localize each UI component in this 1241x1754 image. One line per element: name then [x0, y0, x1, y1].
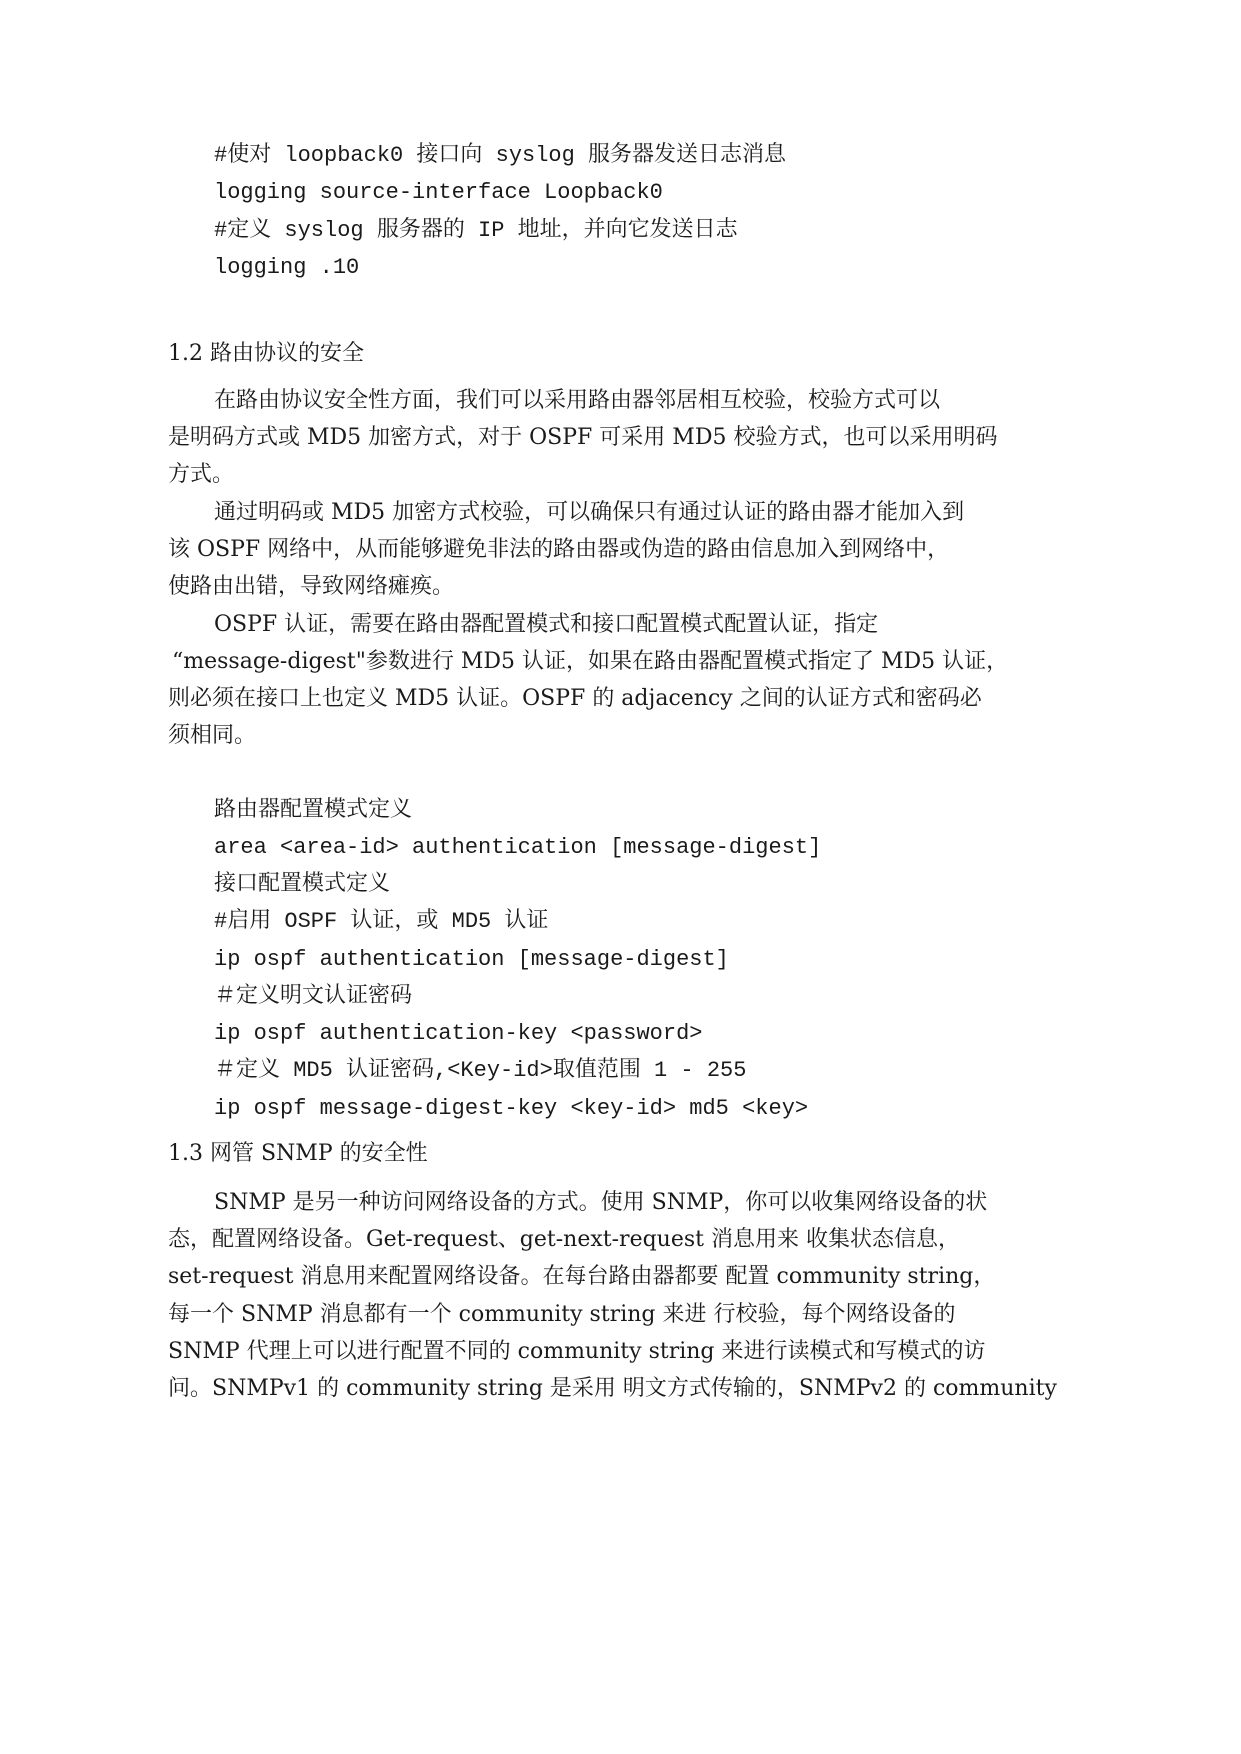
- paragraph-line: 须相同。: [168, 723, 257, 748]
- code-comment: #使对 loopback0 接口向 syslog 服务器发送日志消息: [214, 143, 787, 168]
- paragraph-line: 在路由协议安全性方面，我们可以采用路由器邻居相互校验，校验方式可以: [214, 388, 941, 413]
- code-line: logging .10: [214, 255, 360, 280]
- paragraph-line: 问。SNMPv1 的 community string 是采用 明文方式传输的，SNMPv2 的 community: [168, 1376, 1057, 1401]
- paragraph-line: 每一个 SNMP 消息都有一个 community string 来进 行校验，每个网络设备的: [168, 1302, 956, 1327]
- section-heading: 1.3 网管 SNMP 的安全性: [168, 1141, 428, 1166]
- code-line: ip ospf authentication [message-digest]: [214, 947, 729, 972]
- code-comment: ＃定义 MD5 认证密码,<Key-id>取值范围 1 - 255: [214, 1058, 747, 1083]
- paragraph-line: 态，配置网络设备。Get-request、get-next-request 消息用来 收集状态信息，: [168, 1227, 960, 1252]
- paragraph-line: 该 OSPF 网络中，从而能够避免非法的路由器或伪造的路由信息加入到网络中，: [168, 537, 950, 562]
- paragraph-line: 则必须在接口上也定义 MD5 认证。OSPF 的 adjacency 之间的认证方式和密码必: [168, 686, 982, 711]
- paragraph-line: 方式。: [168, 462, 235, 487]
- code-line: ip ospf authentication-key <password>: [214, 1021, 703, 1046]
- code-line: area <area-id> authentication [message-digest]: [214, 835, 822, 860]
- paragraph-line: “message-digest"参数进行 MD5 认证，如果在路由器配置模式指定了 MD5 认证，: [172, 649, 1009, 674]
- code-label: 路由器配置模式定义: [214, 798, 413, 823]
- code-line: logging source-interface Loopback0: [214, 180, 663, 205]
- code-comment: #启用 OSPF 认证，或 MD5 认证: [214, 909, 549, 934]
- paragraph-line: 是明码方式或 MD5 加密方式，对于 OSPF 可采用 MD5 校验方式，也可以采用明码: [168, 425, 998, 450]
- paragraph-line: SNMP 是另一种访问网络设备的方式。使用 SNMP，你可以收集网络设备的状: [214, 1190, 988, 1215]
- paragraph-line: OSPF 认证，需要在路由器配置模式和接口配置模式配置认证，指定: [214, 612, 879, 637]
- code-comment: #定义 syslog 服务器的 IP 地址，并向它发送日志: [214, 218, 738, 243]
- paragraph-line: 通过明码或 MD5 加密方式校验，可以确保只有通过认证的路由器才能加入到: [214, 500, 965, 525]
- code-label: 接口配置模式定义: [214, 872, 391, 897]
- paragraph-line: set-request 消息用来配置网络设备。在每台路由器都要 配置 community string，: [168, 1264, 996, 1289]
- paragraph-line: SNMP 代理上可以进行配置不同的 community string 来进行读模式和写模式的访: [168, 1339, 986, 1364]
- section-heading: 1.2 路由协议的安全: [168, 341, 364, 366]
- code-line: ip ospf message-digest-key <key-id> md5 <key>: [214, 1096, 809, 1121]
- paragraph-line: 使路由出错，导致网络瘫痪。: [168, 574, 455, 599]
- code-comment: ＃定义明文认证密码: [214, 984, 413, 1009]
